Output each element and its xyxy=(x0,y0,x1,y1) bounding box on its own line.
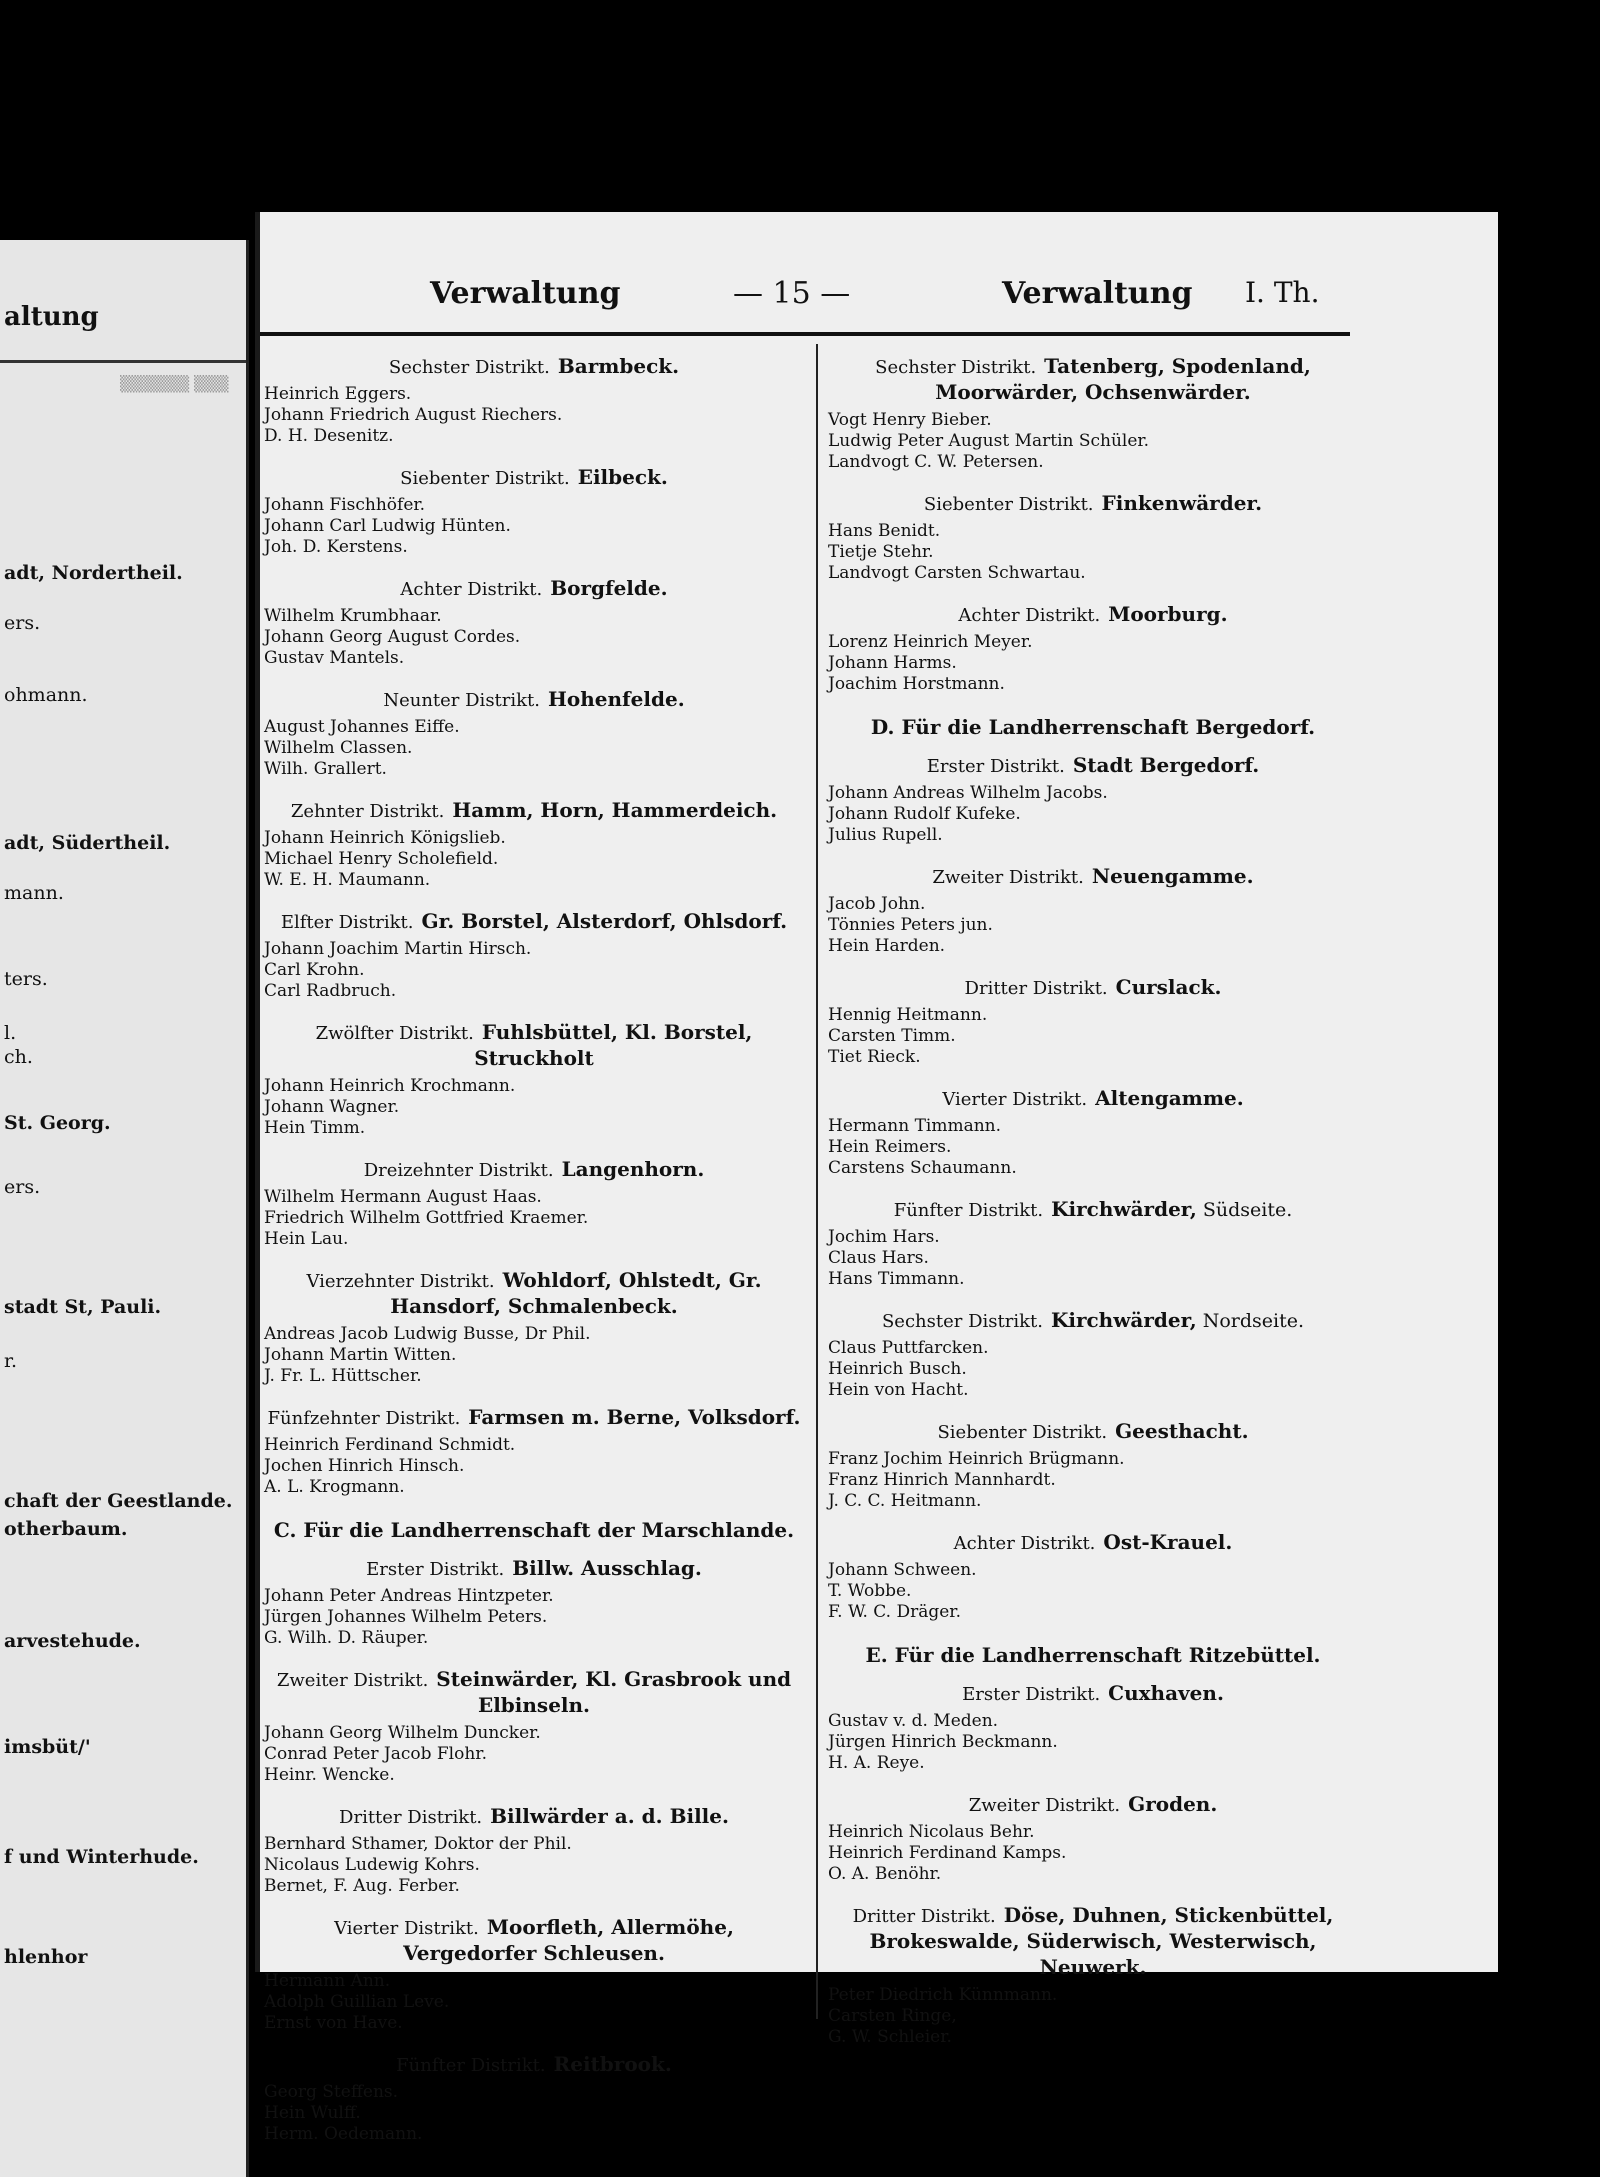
left-page-fragment: altung ▒▒▒▒▒▒ ▒▒▒ adt, Nordertheil. ers. ohmann. adt, Südertheil. mann. ters. l. ch. St. Georg. ers. stadt St, Pauli. r. chaft der Geestlande. otherbaum. arvestehude. imsbüt/' f und Winterhude. hlenhor xyxy=(0,240,249,2177)
district-block xyxy=(828,1197,1358,1290)
district-label: Dritter Distrikt. xyxy=(339,1807,483,1828)
officer-name: W. E. H. Maumann. xyxy=(264,870,431,890)
district-heading xyxy=(828,1530,1358,1556)
district-block xyxy=(828,1792,1358,1885)
left-fragment-line: r. xyxy=(4,1350,18,1372)
district-place: Langenhorn. xyxy=(561,1157,705,1181)
district-heading xyxy=(264,1804,804,1830)
left-fragment-line: hlenhor xyxy=(4,1946,88,1968)
district-block xyxy=(264,1804,804,1897)
page-header xyxy=(260,276,1360,316)
district-heading xyxy=(828,864,1358,890)
district-place: Eilbeck. xyxy=(577,465,668,489)
header-rule xyxy=(260,332,1350,336)
district-heading xyxy=(264,2052,804,2078)
officer-name: Joachim Horstmann. xyxy=(828,674,1005,694)
officer-list xyxy=(828,1560,1358,1623)
officer-name: Johann Friedrich August Riechers. xyxy=(264,405,563,425)
district-block xyxy=(264,2052,804,2145)
officer-name: Johann Fischhöfer. xyxy=(264,495,426,515)
officer-list xyxy=(828,1449,1358,1512)
district-place: Tatenberg, Spodenland, Moorwärder, Ochsenwärder. xyxy=(935,354,1311,404)
officer-name: Adolph Guillian Leve. xyxy=(264,1992,450,2012)
officer-name: Franz Hinrich Mannhardt. xyxy=(828,1470,1056,1490)
officer-name: Hein Wulff. xyxy=(264,2103,361,2123)
district-place: Neuengamme. xyxy=(1091,864,1254,888)
district-label: Erster Distrikt. xyxy=(926,756,1065,777)
officer-list xyxy=(264,1076,804,1139)
officer-name: Johann Peter Andreas Hintzpeter. xyxy=(264,1586,554,1606)
officer-name: G. Wilh. D. Räuper. xyxy=(264,1628,429,1648)
officer-name: Hein von Hacht. xyxy=(828,1380,969,1400)
left-fragment-line: otherbaum. xyxy=(4,1518,128,1540)
officer-list xyxy=(828,521,1358,584)
part-label: I. Th. xyxy=(1245,276,1320,309)
district-place: Geesthacht. xyxy=(1115,1419,1249,1443)
district-label: Vierter Distrikt. xyxy=(942,1089,1088,1110)
officer-name: Julius Rupell. xyxy=(828,825,943,845)
officer-list xyxy=(264,384,804,447)
district-block xyxy=(828,753,1358,846)
district-label: Zweiter Distrikt. xyxy=(276,1670,429,1691)
officer-list xyxy=(828,1822,1358,1885)
district-heading xyxy=(264,798,804,824)
officer-list xyxy=(264,1586,804,1649)
district-heading xyxy=(828,1903,1358,1981)
left-page-header-fragment: altung xyxy=(4,302,99,332)
district-label: Achter Distrikt. xyxy=(958,605,1101,626)
district-block xyxy=(264,1157,804,1250)
officer-name: A. L. Krogmann. xyxy=(264,1477,405,1497)
district-label: Dritter Distrikt. xyxy=(964,978,1108,999)
district-heading xyxy=(264,576,804,602)
district-heading xyxy=(264,1915,804,1967)
district-place: Borgfelde. xyxy=(550,576,668,600)
district-place: Farmsen m. Berne, Volksdorf. xyxy=(468,1405,801,1429)
district-heading xyxy=(264,1667,804,1719)
officer-name: Claus Hars. xyxy=(828,1248,929,1268)
left-fragment-line: ch. xyxy=(4,1046,33,1068)
district-place: Wohldorf, Ohlstedt, Gr. Hansdorf, Schmalenbeck. xyxy=(390,1268,762,1318)
district-label: Dritter Distrikt. xyxy=(852,1906,996,1927)
district-label: Dreizehnter Distrikt. xyxy=(363,1160,554,1181)
officer-name: J. C. C. Heitmann. xyxy=(828,1491,982,1511)
officer-list xyxy=(264,606,804,669)
district-place: Ost-Krauel. xyxy=(1103,1530,1233,1554)
officer-name: T. Wobbe. xyxy=(828,1581,912,1601)
officer-name: Conrad Peter Jacob Flohr. xyxy=(264,1744,487,1764)
officer-name: Hein Reimers. xyxy=(828,1137,952,1157)
officer-name: Franz Jochim Heinrich Brügmann. xyxy=(828,1449,1125,1469)
district-block xyxy=(828,1903,1358,2048)
district-block xyxy=(264,1268,804,1387)
officer-name: Ludwig Peter August Martin Schüler. xyxy=(828,431,1150,451)
officer-name: Ernst von Have. xyxy=(264,2013,403,2033)
district-place: Hohenfelde. xyxy=(548,687,685,711)
district-side: Südseite. xyxy=(1196,1199,1293,1221)
district-label: Siebenter Distrikt. xyxy=(937,1422,1108,1443)
officer-name: Johann Heinrich Krochmann. xyxy=(264,1076,516,1096)
district-label: Siebenter Distrikt. xyxy=(923,494,1094,515)
district-block xyxy=(264,1556,804,1649)
district-heading xyxy=(828,602,1358,628)
left-fragment-line: mann. xyxy=(4,882,64,904)
officer-name: Wilh. Grallert. xyxy=(264,759,387,779)
officer-name: Johann Schween. xyxy=(828,1560,977,1580)
officer-list xyxy=(264,717,804,780)
officer-list xyxy=(828,1116,1358,1179)
left-fragment-line: ers. xyxy=(4,612,41,634)
officer-name: Hermann Timmann. xyxy=(828,1116,1002,1136)
district-heading xyxy=(828,491,1358,517)
district-block xyxy=(828,864,1358,957)
district-heading xyxy=(264,1157,804,1183)
district-place: Moorfleth, Allermöhe, Vergedorfer Schleusen. xyxy=(403,1915,734,1965)
officer-list xyxy=(264,1834,804,1897)
district-heading xyxy=(828,354,1358,406)
district-block xyxy=(828,602,1358,695)
district-label: Erster Distrikt. xyxy=(366,1559,505,1580)
page-number: — 15 — xyxy=(733,276,851,311)
left-fragment-line: ters. xyxy=(4,968,48,990)
district-heading xyxy=(828,1792,1358,1818)
left-fragment-line: stadt St, Pauli. xyxy=(4,1296,162,1318)
district-heading xyxy=(828,975,1358,1001)
district-place: Barmbeck. xyxy=(557,354,680,378)
left-page-header-rule xyxy=(0,360,246,363)
district-block xyxy=(828,975,1358,1068)
district-label: Sechster Distrikt. xyxy=(881,1311,1043,1332)
district-heading xyxy=(264,1020,804,1072)
district-place: Billwärder a. d. Bille. xyxy=(490,1804,729,1828)
officer-name: Carsten Ringe, xyxy=(828,2006,957,2026)
officer-name: Landvogt C. W. Petersen. xyxy=(828,452,1044,472)
officer-list xyxy=(828,1338,1358,1401)
section-title: C. Für die Landherrenschaft der Marschlande. xyxy=(273,1518,795,1542)
officer-name: Jürgen Hinrich Beckmann. xyxy=(828,1732,1058,1752)
officer-name: Georg Steffens. xyxy=(264,2082,399,2102)
officer-name: Jürgen Johannes Wilhelm Peters. xyxy=(264,1607,548,1627)
officer-name: Hein Harden. xyxy=(828,936,946,956)
officer-list xyxy=(264,1435,804,1498)
officer-name: Gustav Mantels. xyxy=(264,648,405,668)
district-block xyxy=(828,354,1358,473)
officer-list xyxy=(828,894,1358,957)
officer-name: Tönnies Peters jun. xyxy=(828,915,993,935)
district-label: Siebenter Distrikt. xyxy=(400,468,570,489)
district-place: Fuhlsbüttel, Kl. Borstel, Struckholt xyxy=(474,1020,753,1070)
district-side: Nordseite. xyxy=(1196,1310,1305,1332)
officer-name: Heinrich Nicolaus Behr. xyxy=(828,1822,1035,1842)
officer-name: Carsten Timm. xyxy=(828,1026,956,1046)
district-block xyxy=(828,1681,1358,1774)
district-block xyxy=(828,491,1358,584)
left-fragment-line: St. Georg. xyxy=(4,1112,111,1134)
district-label: Zweiter Distrikt. xyxy=(932,867,1084,888)
officer-name: J. Fr. L. Hüttscher. xyxy=(264,1366,422,1386)
officer-name: Bernet, F. Aug. Ferber. xyxy=(264,1876,460,1896)
district-place: Curslack. xyxy=(1115,975,1222,999)
officer-name: Hermann Ann. xyxy=(264,1971,391,1991)
district-place: Döse, Duhnen, Stickenbüttel, Brokeswalde, Süderwisch, Westerwisch, Neuwerk. xyxy=(869,1903,1334,1979)
officer-list xyxy=(264,495,804,558)
officer-name: Nicolaus Ludewig Kohrs. xyxy=(264,1855,480,1875)
district-block xyxy=(264,1667,804,1786)
district-block xyxy=(264,354,804,447)
officer-name: Hein Timm. xyxy=(264,1118,366,1138)
district-place: Stadt Bergedorf. xyxy=(1072,753,1260,777)
officer-list xyxy=(828,632,1358,695)
column-divider xyxy=(816,344,818,2019)
left-fragment-line: f und Winterhude. xyxy=(4,1846,199,1868)
district-label: Vierzehnter Distrikt. xyxy=(306,1271,495,1292)
district-heading xyxy=(264,909,804,935)
district-place: Steinwärder, Kl. Grasbrook und Elbinseln. xyxy=(436,1667,792,1717)
district-heading xyxy=(264,687,804,713)
district-place: Altengamme. xyxy=(1095,1086,1244,1110)
officer-name: Vogt Henry Bieber. xyxy=(828,410,992,430)
officer-name: Heinrich Eggers. xyxy=(264,384,412,404)
officer-name: Joh. D. Kerstens. xyxy=(264,537,408,557)
officer-name: Gustav v. d. Meden. xyxy=(828,1711,999,1731)
header-right-title: Verwaltung xyxy=(1002,276,1193,311)
officer-name: Jacob John. xyxy=(828,894,926,914)
officer-name: Johann Georg August Cordes. xyxy=(264,627,521,647)
officer-name: Peter Diedrich Künnmann. xyxy=(828,1985,1058,2005)
right-column xyxy=(828,354,1358,2066)
district-heading xyxy=(828,1086,1358,1112)
district-heading xyxy=(828,1197,1358,1223)
officer-name: Michael Henry Scholefield. xyxy=(264,849,499,869)
district-block xyxy=(264,1405,804,1498)
district-place: Moorburg. xyxy=(1108,602,1228,626)
officer-name: Jochim Hars. xyxy=(828,1227,940,1247)
district-place: Kirchwärder, xyxy=(1051,1197,1197,1221)
section-title: E. Für die Landherrenschaft Ritzebüttel. xyxy=(865,1643,1321,1667)
officer-name: Wilhelm Krumbhaar. xyxy=(264,606,442,626)
officer-list xyxy=(828,1005,1358,1068)
left-fragment-line: adt, Südertheil. xyxy=(4,832,171,854)
left-fragment-line: adt, Nordertheil. xyxy=(4,562,183,584)
left-fragment-line: ohmann. xyxy=(4,684,88,706)
district-place: Groden. xyxy=(1128,1792,1218,1816)
officer-name: Bernhard Sthamer, Doktor der Phil. xyxy=(264,1834,572,1854)
officer-list xyxy=(264,1723,804,1786)
officer-name: Hennig Heitmann. xyxy=(828,1005,988,1025)
district-label: Fünfter Distrikt. xyxy=(893,1200,1044,1221)
officer-name: Friedrich Wilhelm Gottfried Kraemer. xyxy=(264,1208,589,1228)
header-left-title: Verwaltung xyxy=(430,276,621,311)
officer-name: Johann Andreas Wilhelm Jacobs. xyxy=(828,783,1108,803)
officer-list xyxy=(264,2082,804,2145)
left-fragment-line: ers. xyxy=(4,1176,41,1198)
officer-name: Johann Carl Ludwig Hünten. xyxy=(264,516,511,536)
district-block xyxy=(264,798,804,891)
officer-list xyxy=(828,1227,1358,1290)
officer-list xyxy=(828,783,1358,846)
district-label: Achter Distrikt. xyxy=(400,579,543,600)
officer-name: Hans Benidt. xyxy=(828,521,941,541)
officer-list xyxy=(828,1985,1358,2048)
officer-list xyxy=(264,1324,804,1387)
officer-name: Jochen Hinrich Hinsch. xyxy=(264,1456,465,1476)
officer-name: Hans Timmann. xyxy=(828,1269,965,1289)
district-label: Fünfzehnter Distrikt. xyxy=(267,1408,461,1429)
officer-name: Heinrich Ferdinand Kamps. xyxy=(828,1843,1067,1863)
officer-list xyxy=(264,1971,804,2034)
district-block xyxy=(264,576,804,669)
officer-name: Carl Radbruch. xyxy=(264,981,397,1001)
district-block xyxy=(264,1020,804,1139)
officer-name: August Johannes Eiffe. xyxy=(264,717,460,737)
officer-name: Johann Wagner. xyxy=(264,1097,400,1117)
officer-list xyxy=(828,410,1358,473)
district-label: Achter Distrikt. xyxy=(953,1533,1096,1554)
officer-name: Landvogt Carsten Schwartau. xyxy=(828,563,1086,583)
left-fragment-line: chaft der Geestlande. xyxy=(4,1490,233,1512)
district-heading xyxy=(264,1556,804,1582)
officer-name: H. A. Reye. xyxy=(828,1753,925,1773)
district-label: Sechster Distrikt. xyxy=(875,357,1037,378)
officer-name: Carstens Schaumann. xyxy=(828,1158,1017,1178)
officer-name: Carl Krohn. xyxy=(264,960,365,980)
district-label: Sechster Distrikt. xyxy=(388,357,550,378)
officer-name: Johann Georg Wilhelm Duncker. xyxy=(264,1723,541,1743)
main-page xyxy=(255,212,1498,2144)
district-label: Zwölfter Distrikt. xyxy=(315,1023,474,1044)
district-heading xyxy=(264,465,804,491)
officer-name: Claus Puttfarcken. xyxy=(828,1338,989,1358)
officer-name: Heinrich Ferdinand Schmidt. xyxy=(264,1435,516,1455)
left-fragment-line: arvestehude. xyxy=(4,1630,141,1652)
officer-name: Andreas Jacob Ludwig Busse, Dr Phil. xyxy=(264,1324,591,1344)
district-block xyxy=(264,465,804,558)
officer-list xyxy=(828,1711,1358,1774)
officer-list xyxy=(264,1187,804,1250)
district-block xyxy=(828,1308,1358,1401)
officer-name: Johann Martin Witten. xyxy=(264,1345,457,1365)
district-label: Elfter Distrikt. xyxy=(280,912,414,933)
section-title: D. Für die Landherrenschaft Bergedorf. xyxy=(870,715,1316,739)
officer-name: Johann Heinrich Königslieb. xyxy=(264,828,506,848)
district-heading xyxy=(264,1268,804,1320)
officer-name: Herm. Oedemann. xyxy=(264,2124,423,2144)
officer-name: Hein Lau. xyxy=(264,1229,349,1249)
officer-name: Johann Rudolf Kufeke. xyxy=(828,804,1021,824)
district-label: Neunter Distrikt. xyxy=(383,690,541,711)
district-block xyxy=(264,909,804,1002)
officer-name: Johann Harms. xyxy=(828,653,957,673)
district-place: Billw. Ausschlag. xyxy=(512,1556,702,1580)
district-place: Finkenwärder. xyxy=(1101,491,1263,515)
officer-name: F. W. C. Dräger. xyxy=(828,1602,961,1622)
district-place: Reitbrook. xyxy=(553,2052,672,2076)
officer-list xyxy=(264,828,804,891)
district-heading xyxy=(828,753,1358,779)
officer-name: Heinrich Busch. xyxy=(828,1359,967,1379)
officer-name: G. W. Schleier. xyxy=(828,2027,952,2047)
officer-name: O. A. Benöhr. xyxy=(828,1864,942,1884)
left-fragment-line: l. xyxy=(4,1022,17,1044)
officer-name: Johann Joachim Martin Hirsch. xyxy=(264,939,532,959)
district-block xyxy=(264,1915,804,2034)
district-label: Zweiter Distrikt. xyxy=(968,1795,1121,1816)
district-place: Gr. Borstel, Alsterdorf, Ohlsdorf. xyxy=(421,909,788,933)
officer-name: D. H. Desenitz. xyxy=(264,426,394,446)
district-label: Vierter Distrikt. xyxy=(334,1918,479,1939)
officer-name: Tiet Rieck. xyxy=(828,1047,921,1067)
district-heading xyxy=(264,354,804,380)
left-fragment-line: imsbüt/' xyxy=(4,1736,91,1758)
district-block xyxy=(828,1530,1358,1623)
left-column xyxy=(264,354,804,2163)
district-label: Zehnter Distrikt. xyxy=(290,801,445,822)
district-heading xyxy=(828,1681,1358,1707)
officer-name: Lorenz Heinrich Meyer. xyxy=(828,632,1033,652)
district-block xyxy=(828,1419,1358,1512)
district-block xyxy=(828,1086,1358,1179)
officer-name: Heinr. Wencke. xyxy=(264,1765,395,1785)
officer-name: Wilhelm Hermann August Haas. xyxy=(264,1187,542,1207)
district-heading xyxy=(828,1419,1358,1445)
district-place: Hamm, Horn, Hammerdeich. xyxy=(452,798,778,822)
district-block xyxy=(264,687,804,780)
district-heading xyxy=(264,1405,804,1431)
district-label: Fünfter Distrikt. xyxy=(396,2055,546,2076)
district-place: Kirchwärder, xyxy=(1050,1308,1197,1332)
officer-name: Wilhelm Classen. xyxy=(264,738,413,758)
officer-list xyxy=(264,939,804,1002)
district-heading xyxy=(828,1308,1358,1334)
district-label: Erster Distrikt. xyxy=(962,1684,1101,1705)
district-place: Cuxhaven. xyxy=(1108,1681,1224,1705)
officer-name: Tietje Stehr. xyxy=(828,542,934,562)
